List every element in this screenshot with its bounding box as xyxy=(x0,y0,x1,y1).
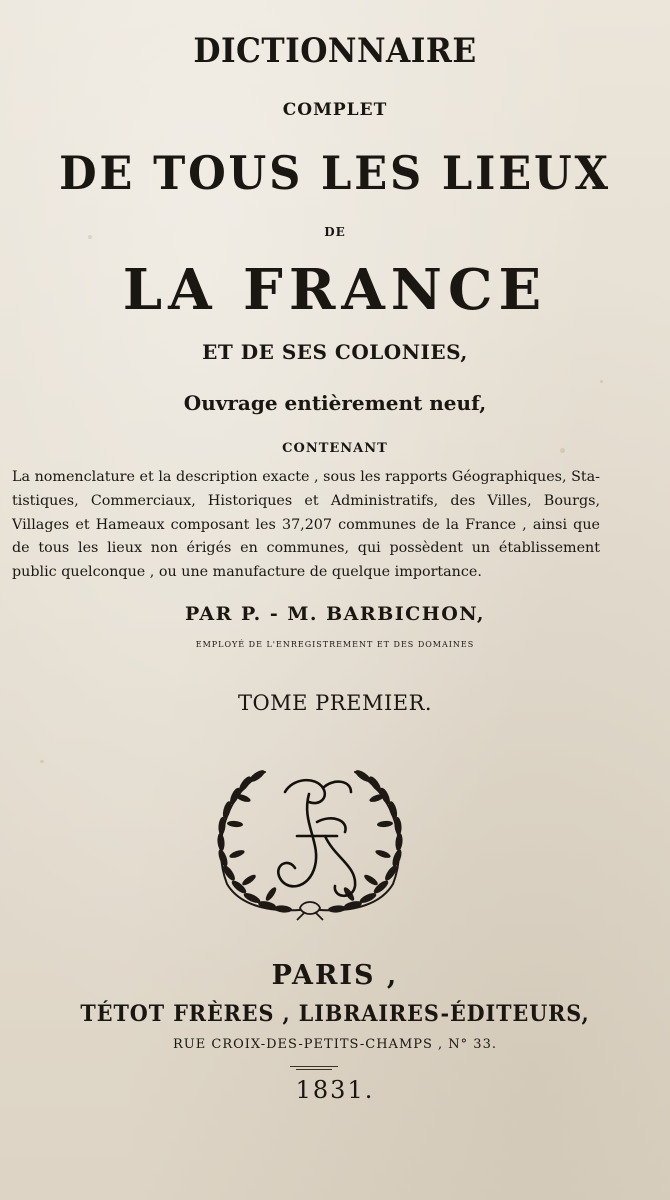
title-colonies: ET DE SES COLONIES, xyxy=(202,340,468,364)
description-line: La nomenclature et la description exacte , sous les rapports Géographiques, Sta- xyxy=(12,469,600,485)
imprint-address: RUE CROIX-DES-PETITS-CHAMPS , N° 33. xyxy=(173,1037,497,1052)
imprint-year: 1831. xyxy=(295,1076,375,1104)
volume-label: TOME PREMIER. xyxy=(237,691,433,715)
title-la-france: LA FRANCE xyxy=(122,257,548,323)
subtitle-ouvrage: Ouvrage entièrement neuf, xyxy=(183,391,487,415)
foxing-spot xyxy=(40,760,44,763)
foxing-spot xyxy=(600,380,603,383)
description-line: public quelconque , ou une manufacture de quelque importance. xyxy=(12,564,482,581)
imprint-publisher: TÉTOT FRÈRES , LIBRAIRES-ÉDITEURS, xyxy=(80,1001,590,1027)
laurel-wreath-monogram-icon xyxy=(205,762,415,922)
imprint-city: PARIS , xyxy=(271,960,399,991)
contenant-heading: CONTENANT xyxy=(282,441,388,456)
title-de-tous-les-lieux: DE TOUS LES LIEUX xyxy=(59,146,611,200)
author-line: PAR P. - M. BARBICHON, xyxy=(184,603,486,625)
divider-rule xyxy=(296,1069,332,1070)
description-line: Villages et Hameaux composant les 37,207 communes de la France , ainsi que xyxy=(12,516,600,533)
author-role: EMPLOYÉ DE L'ENREGISTREMENT ET DES DOMAINES xyxy=(195,640,475,649)
description-line: tistiques, Commerciaux, Historiques et Administratifs, des Villes, Bourgs, xyxy=(12,492,600,509)
title-dictionnaire: DICTIONNAIRE xyxy=(193,31,477,71)
divider-rule xyxy=(290,1066,338,1067)
title-complet: COMPLET xyxy=(282,100,388,120)
description-paragraph xyxy=(12,466,600,585)
title-de: DE xyxy=(324,225,346,239)
description-line: de tous les lieux non érigés en communes, qui possèdent un établissement xyxy=(12,540,600,557)
